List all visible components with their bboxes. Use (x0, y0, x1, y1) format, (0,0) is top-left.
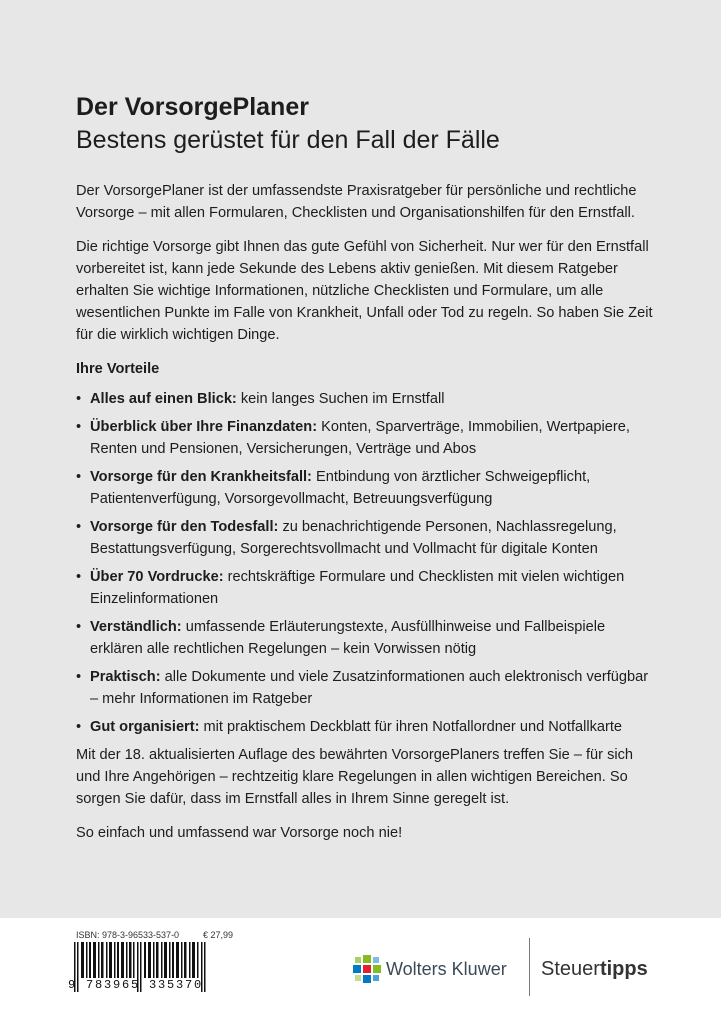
benefit-text: mit praktischem Deckblatt für ihren Notfallordner und Notfallkarte (199, 719, 623, 735)
benefits-list (76, 388, 656, 738)
bullet-icon: • (76, 669, 82, 685)
footer-band (0, 918, 721, 1020)
page-subtitle: Bestens gerüstet für den Fall der Fälle (76, 126, 500, 154)
barcode-digits: 9 783965 335370 (68, 978, 204, 992)
back-cover-content (76, 92, 656, 856)
barcode-image (74, 942, 206, 1002)
benefit-title: Verständlich: (90, 619, 182, 635)
closing-tagline: So einfach und umfassend war Vorsorge noch nie! (76, 825, 403, 841)
intro-paragraph-1: Der VorsorgePlaner ist der umfassendste Praxisratgeber für persönliche und rechtliche Vorsorge – mit allen Formularen, Checklisten und Organisationshilfen für den Ernstfall. (76, 183, 637, 221)
bullet-icon: • (76, 519, 82, 535)
benefit-title: Über 70 Vordrucke: (90, 569, 224, 585)
bullet-icon: • (76, 469, 82, 485)
brand-bold: tipps (599, 958, 648, 980)
benefit-text: zu benachrichtigende Personen, Nachlassregelung, Bestattungsverfügung, Sorgerechtsvollmacht und Vollmacht für digitale Konten (90, 519, 617, 557)
benefit-text: rechtskräftige Formulare und Checklisten mit vielen wichtigen Einzelinformationen (90, 569, 625, 607)
bullet-icon: • (76, 419, 82, 435)
wolters-kluwer-logo-icon (352, 954, 382, 984)
bullet-icon: • (76, 619, 82, 635)
brand-regular: Steuer (541, 958, 600, 980)
isbn-label: ISBN: 978-3-96533-537-0 (76, 930, 180, 940)
benefit-title: Praktisch: (90, 669, 161, 685)
list-item (76, 616, 656, 660)
benefit-title: Gut organisiert: (90, 719, 200, 735)
list-item (76, 388, 656, 410)
price-label: € 27,99 (203, 930, 234, 940)
list-item (76, 566, 656, 610)
list-item (76, 466, 656, 510)
benefit-title: Alles auf einen Blick: (90, 391, 237, 407)
logo-divider (529, 938, 530, 996)
benefit-text: Entbindung von ärztlicher Schweigepflicht, Patientenverfügung, Vorsorgevollmacht, Betreuungsverfügung (90, 469, 591, 507)
benefit-text: kein langes Suchen im Ernstfall (236, 391, 445, 407)
list-item (76, 666, 656, 710)
benefit-text: umfassende Erläuterungstexte, Ausfüllhinweise und Fallbeispiele erklären alle rechtlichen Regelungen – kein Vorwissen nötig (90, 619, 606, 657)
benefit-title: Vorsorge für den Krankheitsfall: (90, 469, 312, 485)
list-item (76, 716, 656, 738)
bullet-icon: • (76, 719, 82, 735)
list-item (76, 516, 656, 560)
publisher-name: Wolters Kluwer (386, 959, 507, 979)
benefit-title: Überblick über Ihre Finanzdaten: (90, 419, 318, 435)
intro-paragraph-2: Die richtige Vorsorge gibt Ihnen das gute Gefühl von Sicherheit. Nur wer für den Ernstfall vorbereitet ist, kann jede Sekunde des Lebens aktiv genießen. Mit diesem Ratgeber erhalten Sie wichtige Informationen, nützliche Checklisten und Formulare, um alle wesentlichen Punkte im Falle von Krankheit, Unfall oder Tod zu regeln. So haben Sie Zeit für die wirklich wichtigen Dinge. (76, 239, 653, 343)
brand-logo (541, 958, 648, 981)
benefit-text: alle Dokumente und viele Zusatzinformationen auch elektronisch verfügbar – mehr Informationen im Ratgeber (90, 669, 649, 707)
benefit-text: Konten, Sparverträge, Immobilien, Wertpapiere, Renten und Pensionen, Versicherungen, Verträge und Abos (90, 419, 630, 457)
bullet-icon: • (76, 569, 82, 585)
benefit-title: Vorsorge für den Todesfall: (90, 519, 279, 535)
page-title: Der VorsorgePlaner (76, 93, 309, 121)
closing-paragraph: Mit der 18. aktualisierten Auflage des bewährten VorsorgePlaners treffen Sie – für sich und Ihre Angehörigen – rechtzeitig klare Regelungen in allen wichtigen Bereichen. So sorgen Sie dafür, dass im Ernstfall alles in Ihrem Sinne geregelt ist. (76, 747, 634, 807)
list-item (76, 416, 656, 460)
bullet-icon: • (76, 391, 82, 407)
benefits-heading: Ihre Vorteile (76, 361, 160, 377)
